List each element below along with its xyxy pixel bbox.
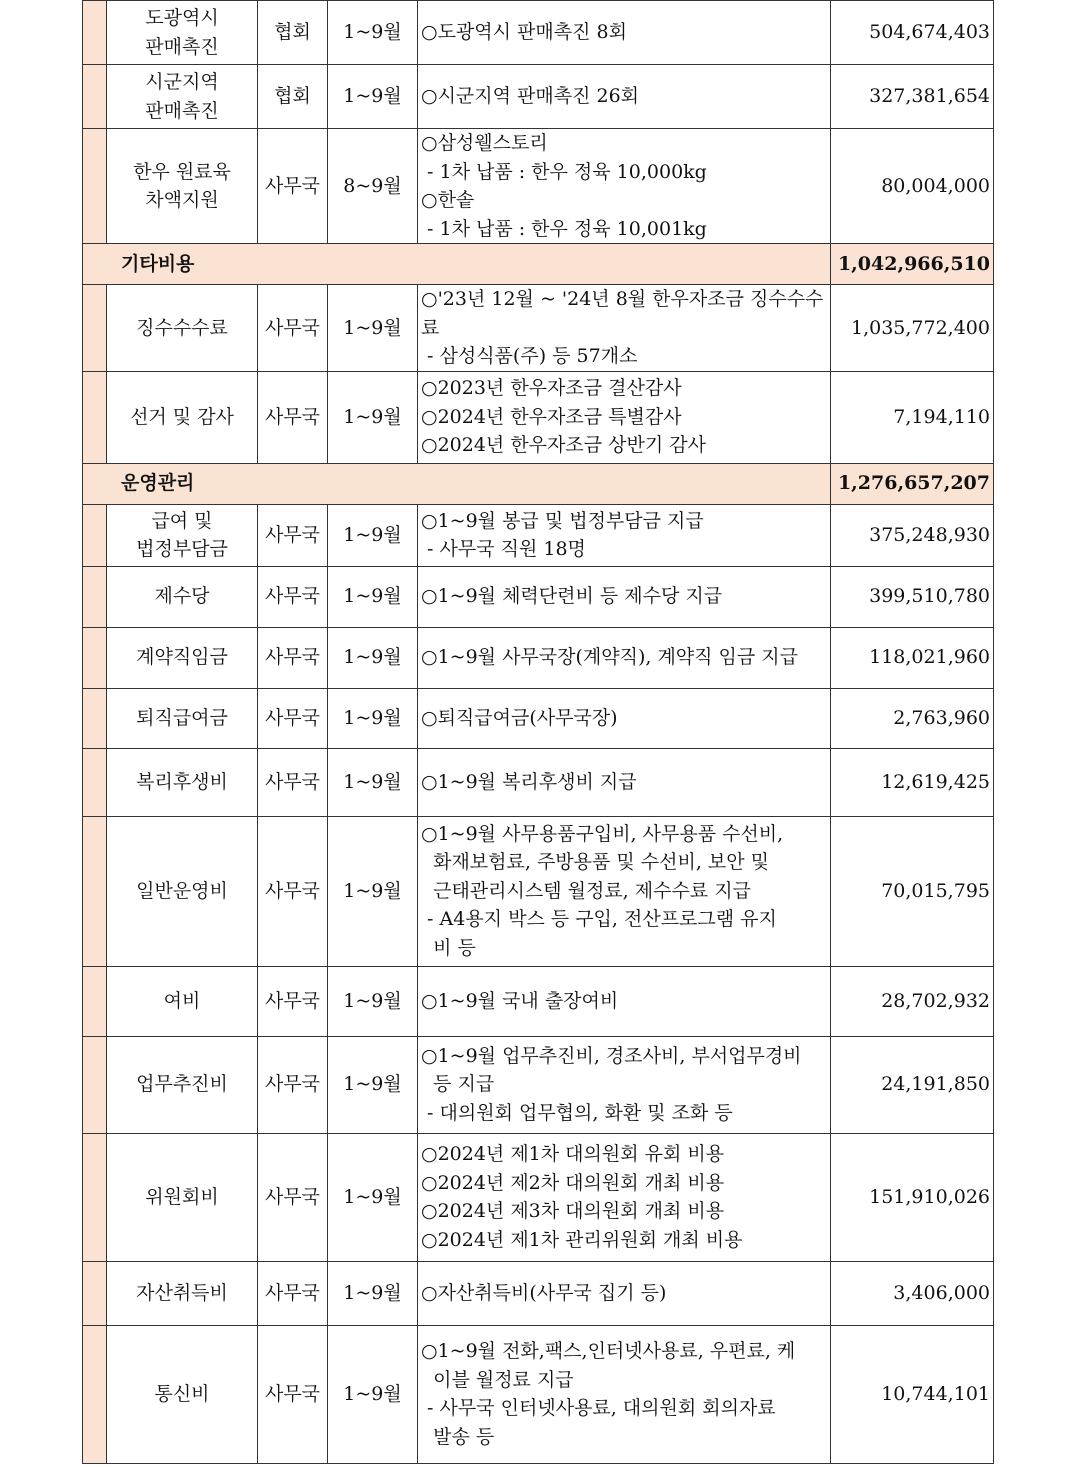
item-amount: 80,004,000 [831, 129, 994, 244]
table-row [83, 1036, 994, 1133]
row-indent-strip [83, 966, 107, 1036]
item-description: ○도광역시 판매촉진 8회 [418, 1, 831, 65]
item-amount: 2,763,960 [831, 688, 994, 748]
table-row [83, 748, 994, 816]
item-name: 자산취득비 [107, 1261, 258, 1325]
item-department: 사무국 [258, 1325, 328, 1463]
item-period: 1~9월 [328, 1261, 418, 1325]
item-description: ○1~9월 전화,팩스,인터넷사용료, 우편료, 케 이블 월정료 지급 - 사무국 인터넷사용료, 대의원회 회의자료 발송 등 [418, 1325, 831, 1463]
item-amount: 1,035,772,400 [831, 285, 994, 372]
item-department: 사무국 [258, 1133, 328, 1261]
item-description: ○1~9월 복리후생비 지급 [418, 748, 831, 816]
item-amount: 12,619,425 [831, 748, 994, 816]
item-department: 협회 [258, 65, 328, 129]
item-description: ○퇴직급여금(사무국장) [418, 688, 831, 748]
table-row [83, 816, 994, 966]
item-name: 한우 원료육 차액지원 [107, 129, 258, 244]
section-title: 운영관리 [83, 463, 831, 504]
item-department: 사무국 [258, 627, 328, 688]
item-department: 사무국 [258, 371, 328, 463]
row-indent-strip [83, 1036, 107, 1133]
section-title: 기타비용 [83, 244, 831, 285]
item-period: 1~9월 [328, 285, 418, 372]
table-row [83, 504, 994, 566]
item-name: 계약직임금 [107, 627, 258, 688]
table-row [83, 65, 994, 129]
item-name: 일반운영비 [107, 816, 258, 966]
item-description: ○1~9월 국내 출장여비 [418, 966, 831, 1036]
item-amount: 10,744,101 [831, 1325, 994, 1463]
item-name: 퇴직급여금 [107, 688, 258, 748]
item-name: 제수당 [107, 566, 258, 627]
row-indent-strip [83, 627, 107, 688]
item-name: 시군지역 판매촉진 [107, 65, 258, 129]
item-amount: 7,194,110 [831, 371, 994, 463]
table-row [83, 966, 994, 1036]
item-amount: 399,510,780 [831, 566, 994, 627]
item-period: 1~9월 [328, 566, 418, 627]
item-period: 8~9월 [328, 129, 418, 244]
item-department: 사무국 [258, 1036, 328, 1133]
budget-table-page [82, 0, 993, 1464]
table-row [83, 1133, 994, 1261]
table-row [83, 688, 994, 748]
item-period: 1~9월 [328, 1325, 418, 1463]
row-indent-strip [83, 688, 107, 748]
item-amount: 504,674,403 [831, 1, 994, 65]
table-row [83, 371, 994, 463]
item-department: 사무국 [258, 129, 328, 244]
item-description: ○1~9월 봉급 및 법정부담금 지급 - 사무국 직원 18명 [418, 504, 831, 566]
item-period: 1~9월 [328, 1133, 418, 1261]
row-indent-strip [83, 748, 107, 816]
item-description: ○1~9월 사무용품구입비, 사무용품 수선비, 화재보험료, 주방용품 및 수선비, 보안 및 근태관리시스템 월정료, 제수수료 지급 - A4용지 박스 등 구입, 전산프로그램 유지 비 등 [418, 816, 831, 966]
item-amount: 3,406,000 [831, 1261, 994, 1325]
table-row [83, 627, 994, 688]
item-name: 급여 및 법정부담금 [107, 504, 258, 566]
item-period: 1~9월 [328, 504, 418, 566]
item-department: 협회 [258, 1, 328, 65]
item-name: 위원회비 [107, 1133, 258, 1261]
section-header-row [83, 463, 994, 504]
item-amount: 24,191,850 [831, 1036, 994, 1133]
row-indent-strip [83, 1133, 107, 1261]
row-indent-strip [83, 285, 107, 372]
item-department: 사무국 [258, 1261, 328, 1325]
row-indent-strip [83, 65, 107, 129]
item-amount: 327,381,654 [831, 65, 994, 129]
table-row [83, 1261, 994, 1325]
table-row [83, 566, 994, 627]
item-amount: 375,248,930 [831, 504, 994, 566]
item-period: 1~9월 [328, 371, 418, 463]
item-department: 사무국 [258, 688, 328, 748]
item-amount: 70,015,795 [831, 816, 994, 966]
item-period: 1~9월 [328, 688, 418, 748]
item-department: 사무국 [258, 816, 328, 966]
table-row [83, 285, 994, 372]
item-department: 사무국 [258, 285, 328, 372]
item-amount: 28,702,932 [831, 966, 994, 1036]
item-description: ○자산취득비(사무국 집기 등) [418, 1261, 831, 1325]
item-description: ○1~9월 사무국장(계약직), 계약직 임금 지급 [418, 627, 831, 688]
item-period: 1~9월 [328, 627, 418, 688]
table-row [83, 1325, 994, 1463]
row-indent-strip [83, 1, 107, 65]
row-indent-strip [83, 1325, 107, 1463]
item-description: ○2023년 한우자조금 결산감사 ○2024년 한우자조금 특별감사 ○2024년 한우자조금 상반기 감사 [418, 371, 831, 463]
item-name: 여비 [107, 966, 258, 1036]
item-department: 사무국 [258, 566, 328, 627]
item-period: 1~9월 [328, 1, 418, 65]
item-description: ○1~9월 체력단련비 등 제수당 지급 [418, 566, 831, 627]
table-row [83, 1, 994, 65]
budget-execution-table [82, 0, 994, 1464]
section-header-row [83, 244, 994, 285]
item-description: ○'23년 12월 ~ '24년 8월 한우자조금 징수수수료 - 삼성식품(주) 등 57개소 [418, 285, 831, 372]
section-total: 1,042,966,510 [831, 244, 994, 285]
item-description: ○1~9월 업무추진비, 경조사비, 부서업무경비 등 지급 - 대의원회 업무협의, 화환 및 조화 등 [418, 1036, 831, 1133]
item-description: ○시군지역 판매촉진 26회 [418, 65, 831, 129]
row-indent-strip [83, 566, 107, 627]
item-name: 복리후생비 [107, 748, 258, 816]
item-amount: 151,910,026 [831, 1133, 994, 1261]
item-period: 1~9월 [328, 748, 418, 816]
item-department: 사무국 [258, 748, 328, 816]
item-name: 선거 및 감사 [107, 371, 258, 463]
item-amount: 118,021,960 [831, 627, 994, 688]
item-department: 사무국 [258, 504, 328, 566]
item-name: 통신비 [107, 1325, 258, 1463]
item-description: ○2024년 제1차 대의원회 유회 비용 ○2024년 제2차 대의원회 개최 비용 ○2024년 제3차 대의원회 개최 비용 ○2024년 제1차 관리위원회 개최 비용 [418, 1133, 831, 1261]
row-indent-strip [83, 1261, 107, 1325]
item-name: 징수수수료 [107, 285, 258, 372]
row-indent-strip [83, 129, 107, 244]
row-indent-strip [83, 371, 107, 463]
table-row [83, 129, 994, 244]
item-period: 1~9월 [328, 1036, 418, 1133]
item-period: 1~9월 [328, 65, 418, 129]
item-department: 사무국 [258, 966, 328, 1036]
row-indent-strip [83, 816, 107, 966]
item-name: 업무추진비 [107, 1036, 258, 1133]
item-period: 1~9월 [328, 816, 418, 966]
item-period: 1~9월 [328, 966, 418, 1036]
section-total: 1,276,657,207 [831, 463, 994, 504]
row-indent-strip [83, 504, 107, 566]
item-name: 도광역시 판매촉진 [107, 1, 258, 65]
item-description: ○삼성웰스토리 - 1차 납품 : 한우 정육 10,000kg ○한솥 - 1차 납품 : 한우 정육 10,001kg [418, 129, 831, 244]
